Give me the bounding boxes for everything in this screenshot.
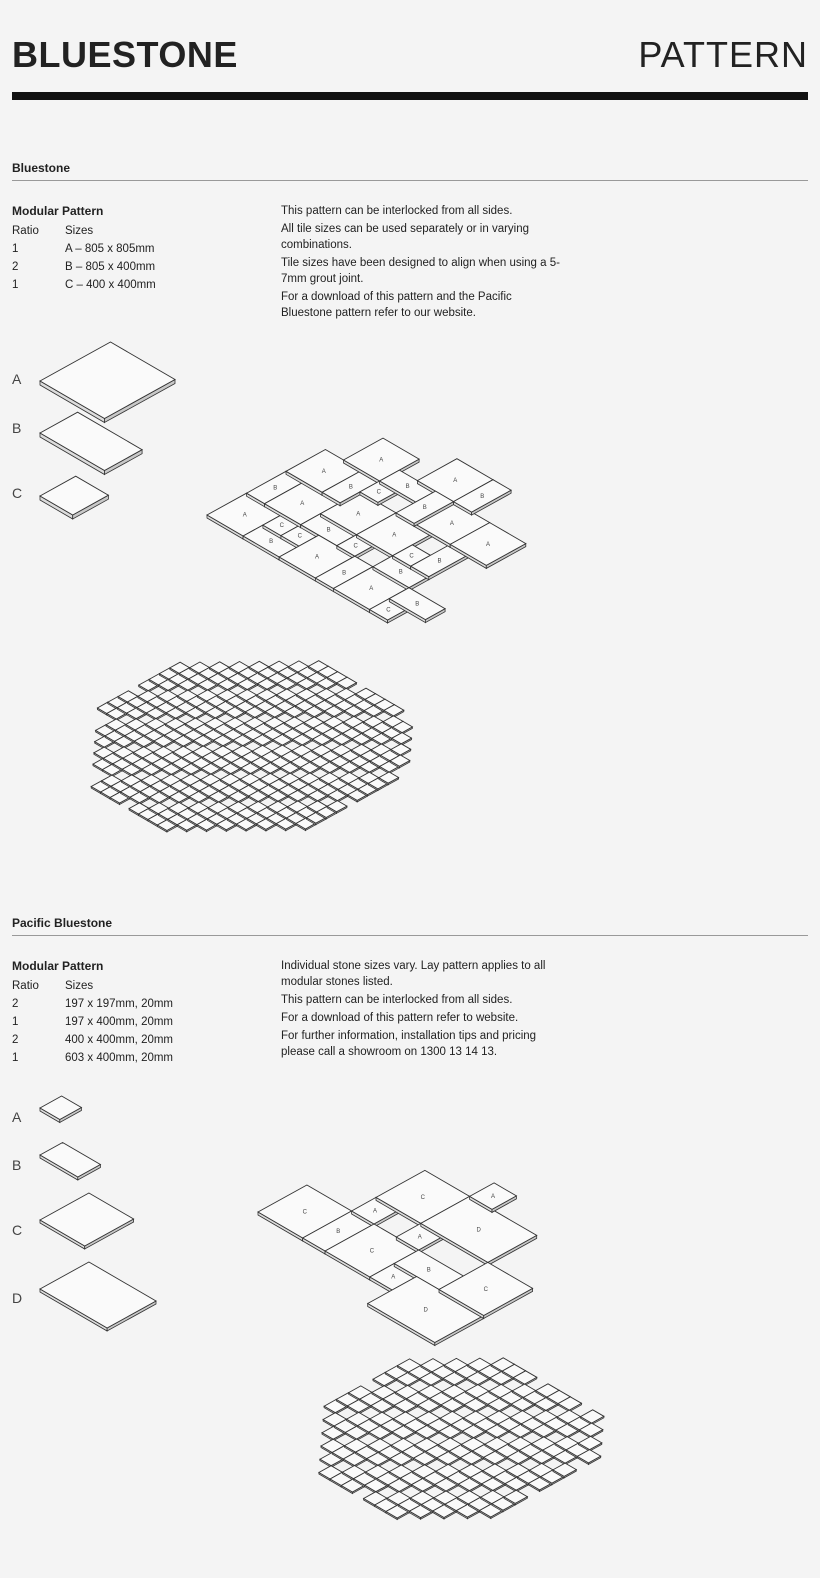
- description-line: For a download of this pattern and the Pacific Bluestone pattern refer to our website.: [281, 291, 512, 319]
- section-title-bluestone: Bluestone: [12, 161, 71, 175]
- section-title-pacific: Pacific Bluestone: [12, 916, 113, 930]
- svg-text:B: B: [437, 558, 442, 565]
- svg-text:D: D: [423, 1307, 428, 1314]
- tile-letter-c: C: [12, 485, 23, 501]
- spec-heading: Modular Pattern: [12, 959, 104, 973]
- size-value: 197 x 400mm, 20mm: [65, 1016, 174, 1028]
- description-line: This pattern can be interlocked from all sides.: [281, 994, 513, 1006]
- svg-text:A: A: [314, 554, 320, 561]
- tile-sample-c: [40, 476, 108, 519]
- tile-sample-d: [40, 1262, 156, 1331]
- description-line: Tile sizes have been designed to align when using a 5-7mm grout joint.: [281, 257, 560, 285]
- tile-letter-a: A: [12, 1109, 22, 1125]
- svg-text:B: B: [273, 485, 278, 492]
- description-line: For a download of this pattern refer to website.: [281, 1012, 519, 1024]
- svg-text:A: A: [242, 512, 247, 519]
- svg-text:A: A: [356, 511, 361, 518]
- svg-text:C: C: [353, 543, 358, 550]
- tile-letter-b: B: [12, 1157, 22, 1173]
- tile-letter-a: A: [12, 371, 22, 387]
- tile-letter-d: D: [12, 1290, 23, 1306]
- svg-text:A: A: [391, 1274, 396, 1281]
- svg-text:C: C: [483, 1287, 488, 1293]
- svg-text:A: A: [490, 1194, 496, 1201]
- size-value: B – 805 x 400mm: [65, 261, 156, 273]
- col-sizes: Sizes: [65, 225, 94, 237]
- description-line: Individual stone sizes vary. Lay pattern applies to all modular stones listed.: [281, 960, 546, 988]
- svg-text:B: B: [342, 570, 347, 577]
- col-ratio: Ratio: [12, 980, 39, 992]
- svg-text:A: A: [392, 532, 397, 539]
- svg-text:A: A: [417, 1234, 422, 1241]
- svg-text:B: B: [336, 1229, 341, 1235]
- description-line: All tile sizes can be used separately or in varying combinations.: [281, 223, 530, 251]
- ratio-value: 2: [12, 998, 19, 1010]
- svg-text:B: B: [269, 539, 274, 545]
- ratio-value: 1: [12, 1016, 19, 1028]
- col-ratio: Ratio: [12, 225, 39, 237]
- svg-text:A: A: [449, 521, 454, 527]
- svg-text:A: A: [300, 501, 305, 508]
- svg-text:B: B: [348, 484, 353, 491]
- svg-text:B: B: [326, 527, 331, 534]
- svg-text:C: C: [369, 1248, 375, 1255]
- svg-text:C: C: [420, 1194, 425, 1201]
- page-title-pattern: PATTERN: [638, 34, 808, 75]
- svg-text:B: B: [426, 1267, 431, 1274]
- size-value: 400 x 400mm, 20mm: [65, 1034, 174, 1046]
- svg-text:B: B: [398, 569, 403, 576]
- svg-text:A: A: [453, 478, 458, 485]
- tile-sample-b: [40, 412, 142, 474]
- ratio-value: 1: [12, 243, 19, 255]
- svg-text:C: C: [376, 489, 381, 496]
- tile-sample-c: [40, 1193, 134, 1249]
- ratio-value: 2: [12, 1034, 19, 1046]
- svg-text:A: A: [485, 542, 491, 548]
- size-value: 603 x 400mm, 20mm: [65, 1052, 174, 1064]
- ratio-value: 1: [12, 279, 19, 291]
- tile-letter-c: C: [12, 1222, 23, 1238]
- tile-letter-b: B: [12, 420, 22, 436]
- tile-sample-b: [40, 1143, 100, 1181]
- svg-text:B: B: [422, 505, 427, 512]
- svg-text:C: C: [386, 607, 391, 614]
- tile-sample-a: [40, 342, 175, 423]
- ratio-value: 2: [12, 261, 19, 273]
- size-value: 197 x 197mm, 20mm: [65, 998, 174, 1010]
- size-value: A – 805 x 805mm: [65, 243, 155, 255]
- svg-text:A: A: [372, 1208, 378, 1215]
- svg-text:B: B: [405, 484, 410, 490]
- tile-sample-a: [40, 1096, 81, 1123]
- page-title-bluestone: BLUESTONE: [12, 34, 238, 75]
- svg-text:C: C: [279, 522, 284, 529]
- svg-text:A: A: [321, 468, 326, 475]
- spec-heading: Modular Pattern: [12, 204, 104, 218]
- svg-text:B: B: [480, 493, 485, 500]
- description-line: For further information, installation tips and pricing please call a showroom on 1300 13 14 13.: [281, 1030, 537, 1058]
- svg-text:C: C: [302, 1209, 307, 1216]
- svg-text:A: A: [379, 457, 384, 464]
- col-sizes: Sizes: [65, 980, 94, 992]
- description-line: This pattern can be interlocked from all sides.: [281, 205, 513, 217]
- size-value: C – 400 x 400mm: [65, 279, 156, 291]
- ratio-value: 1: [12, 1052, 19, 1064]
- svg-text:D: D: [476, 1227, 481, 1234]
- svg-text:C: C: [297, 533, 302, 540]
- svg-text:C: C: [409, 553, 414, 560]
- svg-text:B: B: [415, 601, 420, 608]
- svg-text:A: A: [369, 586, 374, 593]
